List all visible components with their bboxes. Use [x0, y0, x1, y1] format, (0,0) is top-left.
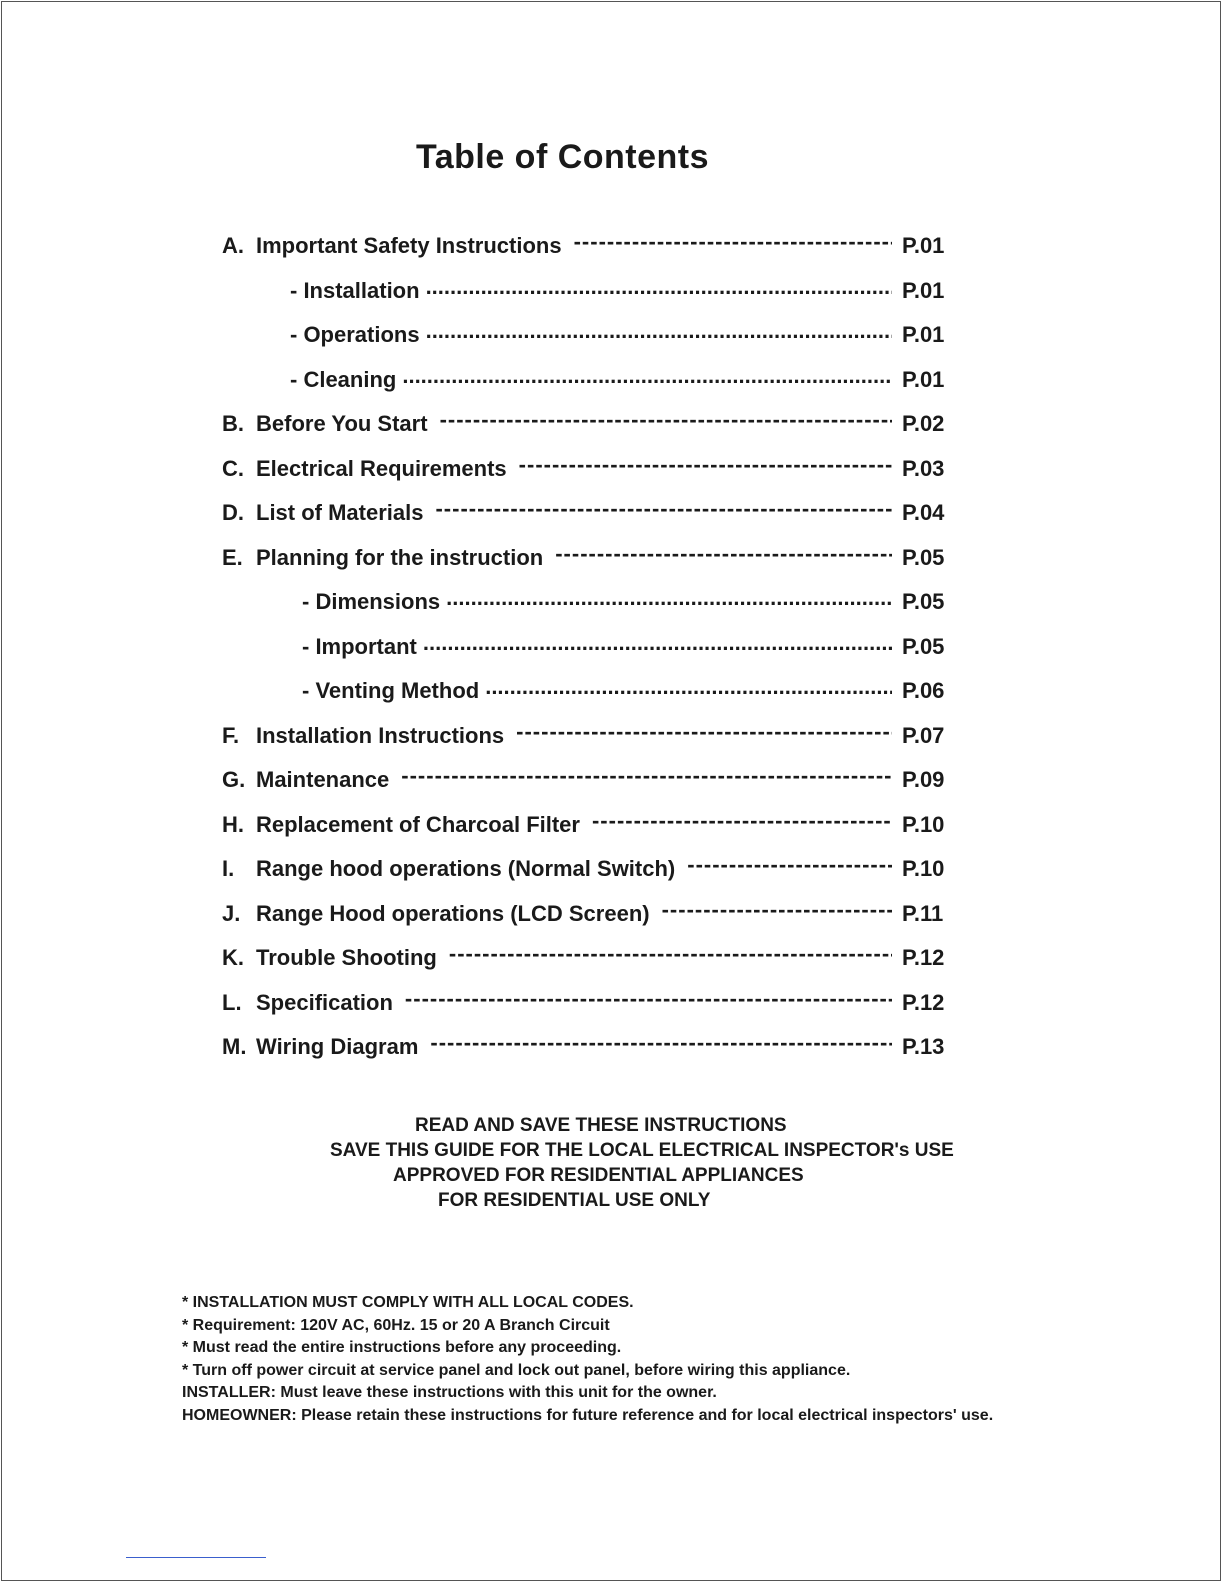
toc-letter: J.	[222, 900, 241, 926]
toc-page: P.10	[902, 811, 945, 837]
toc-entry-g[interactable]	[222, 765, 954, 810]
toc-letter: C.	[222, 455, 244, 481]
toc-subentry-important[interactable]	[222, 632, 954, 677]
toc-leader	[426, 276, 892, 298]
toc-leader	[592, 810, 892, 832]
toc-page: P.05	[902, 589, 945, 614]
toc-leader	[662, 899, 892, 921]
toc-label: - Important	[302, 633, 417, 659]
notice-line: APPROVED FOR RESIDENTIAL APPLIANCES	[393, 1165, 804, 1186]
toc-leader	[440, 409, 892, 431]
toc-entry-l[interactable]	[222, 988, 954, 1033]
instructions-notice	[330, 1113, 954, 1213]
toc-letter: E.	[222, 544, 243, 570]
toc-label: - Operations	[290, 322, 420, 347]
toc-leader	[426, 320, 892, 342]
footnotes	[182, 1292, 1082, 1427]
footnote-line: HOMEOWNER: Please retain these instructions for future reference and for local electrical inspectors' use.	[182, 1406, 994, 1424]
footnote-line: * INSTALLATION MUST COMPLY WITH ALL LOCAL CODES.	[182, 1294, 634, 1311]
toc-entry-m[interactable]	[222, 1032, 954, 1077]
toc-letter: I.	[222, 856, 235, 881]
toc-label: Wiring Diagram	[256, 1034, 419, 1059]
toc-label: Trouble Shooting	[256, 945, 437, 970]
toc-label: - Dimensions	[302, 589, 441, 614]
toc-page: P.10	[902, 856, 945, 881]
toc-label: Electrical Requirements	[256, 455, 507, 481]
toc-entry-a[interactable]	[222, 231, 954, 276]
toc-subentry-installation[interactable]	[222, 276, 954, 321]
footnote-line: * Must read the entire instructions before any proceeding.	[182, 1339, 622, 1356]
toc-label: Specification	[256, 989, 393, 1015]
toc-page: P.05	[902, 544, 945, 570]
toc-leader	[405, 988, 892, 1010]
toc-leader	[402, 365, 892, 387]
toc-entry-h[interactable]	[222, 810, 954, 855]
toc-entry-d[interactable]	[222, 498, 954, 543]
toc-page: P.05	[902, 633, 945, 659]
toc-subentry-dimensions[interactable]	[222, 587, 954, 632]
toc-page: P.02	[902, 411, 945, 436]
toc-page: P.12	[902, 945, 945, 970]
toc-label: Range Hood operations (LCD Screen)	[256, 900, 650, 926]
toc-label: Replacement of Charcoal Filter	[256, 811, 580, 837]
notice-line: SAVE THIS GUIDE FOR THE LOCAL ELECTRICAL INSPECTOR's USE	[330, 1140, 954, 1161]
toc-label: Before You Start	[256, 411, 428, 436]
toc-letter: B.	[222, 411, 244, 436]
page-title: Table of Contents	[415, 138, 710, 176]
toc-leader	[687, 854, 892, 876]
toc-page: P.01	[902, 233, 945, 258]
toc-letter: D.	[222, 500, 244, 525]
toc-label: Important Safety Instructions	[256, 233, 562, 258]
toc-letter: H.	[222, 811, 244, 837]
toc-leader	[449, 943, 892, 965]
toc-subentry-venting-method[interactable]	[222, 676, 954, 721]
notice-line: READ AND SAVE THESE INSTRUCTIONS	[415, 1115, 787, 1136]
toc-label: List of Materials	[256, 500, 424, 525]
toc-letter: L.	[222, 989, 242, 1015]
toc-page: P.07	[902, 722, 945, 748]
toc-page: P.03	[902, 455, 945, 481]
toc-entry-c[interactable]	[222, 454, 954, 499]
toc-entry-k[interactable]	[222, 943, 954, 988]
toc-page: P.01	[902, 322, 945, 347]
toc-entry-f[interactable]	[222, 721, 954, 766]
toc-leader	[555, 543, 892, 565]
link-underline[interactable]	[126, 1557, 266, 1558]
toc-letter: G.	[222, 767, 246, 792]
toc-page: P.06	[902, 678, 945, 703]
toc-leader	[401, 765, 892, 787]
table-of-contents	[222, 231, 954, 1077]
toc-label: - Cleaning	[290, 366, 397, 392]
toc-page: P.01	[902, 366, 945, 392]
toc-letter: F.	[222, 722, 240, 748]
toc-label: Range hood operations (Normal Switch)	[256, 856, 676, 881]
toc-page: P.12	[902, 989, 945, 1015]
toc-letter: A.	[222, 233, 244, 258]
toc-leader	[423, 632, 892, 654]
footnote-line: INSTALLER: Must leave these instructions with this unit for the owner.	[182, 1384, 717, 1401]
toc-label: Planning for the instruction	[256, 544, 544, 570]
footnote-line: * Turn off power circuit at service panel and lock out panel, before wiring this appliance.	[182, 1361, 851, 1379]
toc-leader	[485, 676, 892, 698]
toc-subentry-operations[interactable]	[222, 320, 954, 365]
toc-label: - Venting Method	[302, 678, 480, 703]
toc-leader	[519, 454, 892, 476]
toc-letter: K.	[222, 945, 244, 970]
footnote-line: * Requirement: 120V AC, 60Hz. 15 or 20 A Branch Circuit	[182, 1316, 610, 1334]
toc-leader	[435, 498, 892, 520]
toc-page: P.04	[902, 500, 945, 525]
toc-page: P.09	[902, 767, 945, 792]
toc-letter: M.	[222, 1034, 247, 1059]
notice-line: FOR RESIDENTIAL USE ONLY	[438, 1190, 711, 1211]
toc-leader	[446, 587, 892, 609]
toc-page: P.01	[902, 277, 945, 303]
toc-entry-i[interactable]	[222, 854, 954, 899]
toc-page: P.11	[902, 900, 944, 926]
toc-label: Maintenance	[256, 767, 390, 792]
toc-leader	[574, 231, 892, 253]
toc-page: P.13	[902, 1034, 945, 1059]
toc-leader	[516, 721, 892, 743]
toc-entry-e[interactable]	[222, 543, 954, 588]
toc-label: - Installation	[290, 277, 420, 303]
toc-entry-b[interactable]	[222, 409, 954, 454]
toc-entry-j[interactable]	[222, 899, 954, 944]
toc-leader	[430, 1032, 892, 1054]
toc-subentry-cleaning[interactable]	[222, 365, 954, 410]
toc-label: Installation Instructions	[256, 722, 505, 748]
